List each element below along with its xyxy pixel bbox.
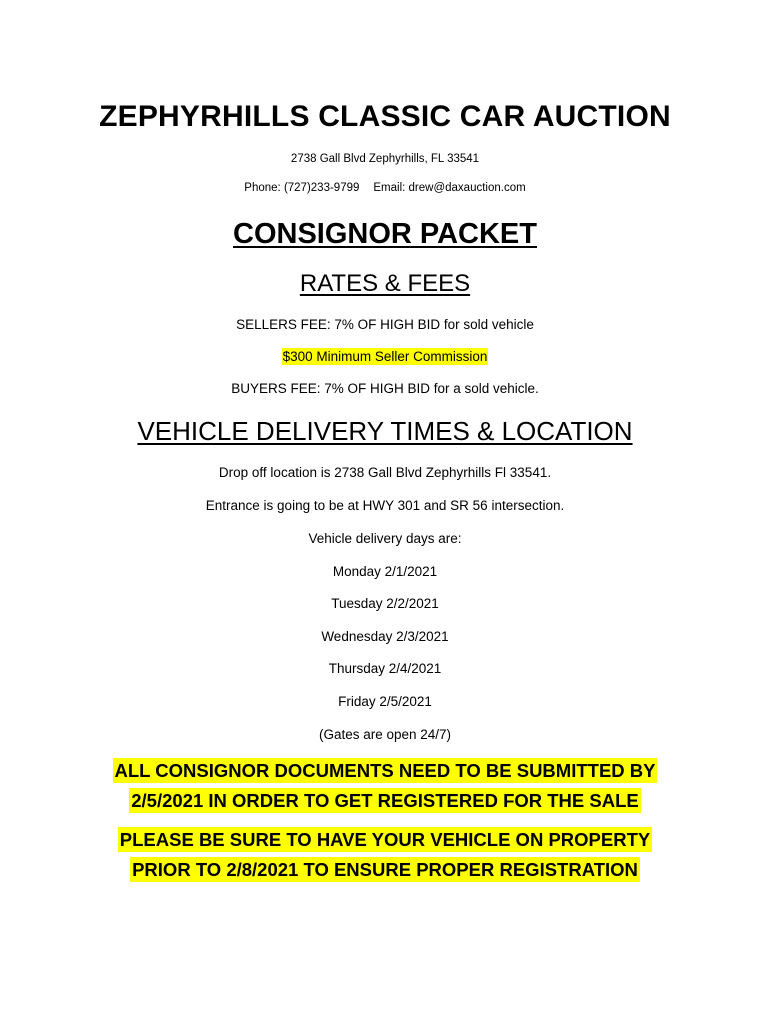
packet-title: CONSIGNOR PACKET [233,218,537,250]
vehicle-notice-line-1 [0,831,770,850]
vehicle-notice-text-2: PRIOR TO 2/8/2021 TO ENSURE PROPER REGISTRATION [132,859,638,880]
delivery-day-item: Thursday 2/4/2021 [328,661,442,676]
delivery-day-item: Tuesday 2/2/2021 [331,596,439,611]
delivery-day-item: Wednesday 2/3/2021 [321,629,449,644]
documents-notice-text-1: ALL CONSIGNOR DOCUMENTS NEED TO BE SUBMITTED BY [114,760,656,781]
delivery-day-item: Monday 2/1/2021 [332,564,438,579]
delivery-day-item: Friday 2/5/2021 [338,694,432,709]
documents-notice-line-2 [0,792,770,811]
minimum-commission-line [0,350,770,364]
dropoff-location-text: Drop off location is 2738 Gall Blvd Zephyrhills Fl 33541. [218,465,552,480]
buyers-fee-text: BUYERS FEE: 7% OF HIGH BID for a sold vehicle. [231,381,539,396]
vehicle-notice-text-1: PLEASE BE SURE TO HAVE YOUR VEHICLE ON PROPERTY [119,829,651,850]
delivery-heading: VEHICLE DELIVERY TIMES & LOCATION [137,416,633,446]
minimum-commission-text: $300 Minimum Seller Commission [282,349,488,364]
contact-line [0,183,770,195]
entrance-text: Entrance is going to be at HWY 301 and SR 56 intersection. [205,498,565,513]
rates-heading: RATES & FEES [299,270,471,297]
documents-notice-text-2: 2/5/2021 IN ORDER TO GET REGISTERED FOR THE SALE [131,790,639,811]
delivery-days-intro: Vehicle delivery days are: [308,531,462,546]
phone-text: Phone: (727)233-9799 [244,182,360,194]
gates-open-text: (Gates are open 24/7) [318,727,452,742]
documents-notice-line-1 [0,762,770,781]
sellers-fee-text: SELLERS FEE: 7% OF HIGH BID for sold vehicle [236,317,534,332]
vehicle-notice-line-2 [0,861,770,880]
email-text: Email: drew@daxauction.com [373,182,526,194]
address-line: 2738 Gall Blvd Zephyrhills, FL 33541 [290,153,480,165]
document-title: ZEPHYRHILLS CLASSIC CAR AUCTION [99,100,671,133]
